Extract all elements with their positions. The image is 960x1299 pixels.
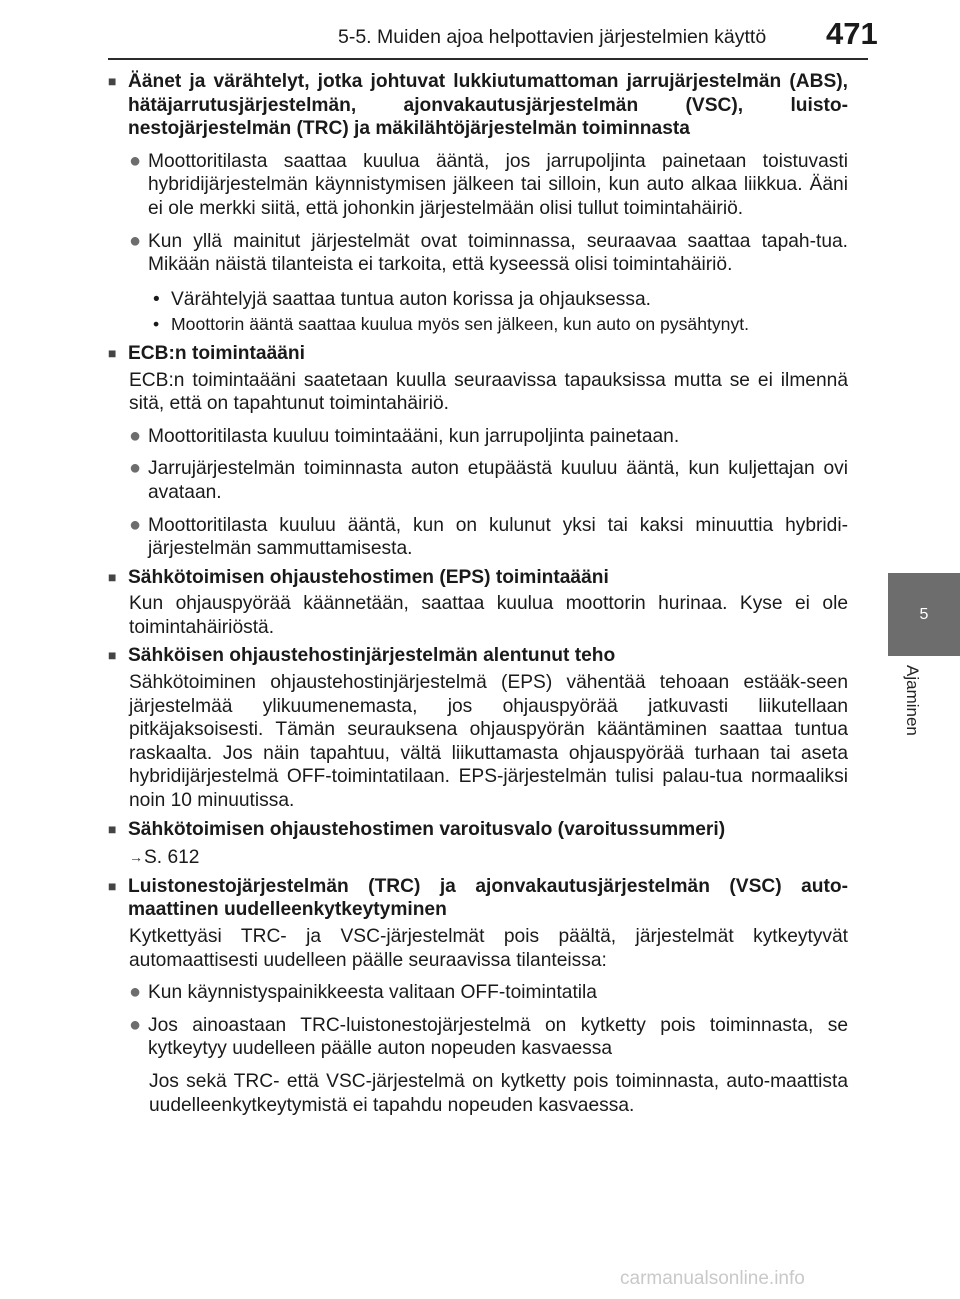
bullet-text: Jarrujärjestelmän toiminnasta auton etupäästä kuuluu ääntä, kun kuljettajan ovi avataan.: [148, 458, 848, 503]
chapter-tab-label: Ajaminen: [903, 665, 922, 736]
chapter-tab[interactable]: [888, 573, 960, 656]
bullet-text: Moottoritilasta kuuluu toimintaääni, kun jarrupoljinta painetaan.: [148, 425, 680, 447]
bullet-text: Moottoritilasta kuuluu ääntä, kun on kulunut yksi tai kaksi minuuttia hybridi-järjestelmän sammuttamisesta.: [148, 514, 848, 560]
square-bullet-icon: ■: [108, 647, 117, 664]
section-title: ECB:n toimintaääni: [128, 342, 305, 364]
chapter-title: 5-5. Muiden ajoa helpottavien järjestelmien käyttö: [338, 26, 767, 48]
circle-bullet-icon: ●: [129, 513, 142, 536]
page-content: [108, 70, 848, 1117]
square-bullet-icon: ■: [108, 344, 117, 361]
square-bullet-icon: ■: [108, 568, 117, 585]
bullet-text: Jos ainoastaan TRC-luistonestojärjestelmä on kytketty pois toiminnasta, se kytkeytyy uudelleen päälle auton nopeuden kasvaessa: [148, 1014, 848, 1060]
section-paragraph: Sähkötoiminen ohjaustehostinjärjestelmä (EPS) vähentää tehoaan estääk-seen järjestelmää ylikuumenemasta, jos ohjauspyörää jatkuvasti liikutellaan pitkäjaksoisesti. Tämän seurauksena ohjauspyörän kääntäminen saattaa tuntua raskaalta. Jos näin tapahtuu, vältä liikuttamasta ohjauspyörää turhaan tai aseta hybridijärjestelmä OFF-toimintatilaan. EPS-järjestelmän tulisi palau-tua normaaliksi noin 10 minuutissa.: [129, 672, 848, 812]
section-trc-vsc-reactivation: [108, 875, 848, 1117]
section-title: Sähkötoimisen ohjaustehostimen (EPS) toimintaääni: [128, 566, 609, 588]
circle-bullet-icon: ●: [129, 149, 142, 172]
section-eps-warning: [108, 818, 848, 870]
bullet-text: Kun yllä mainitut järjestelmät ovat toiminnassa, seuraavaa saattaa tapah-tua. Mikään näistä tilanteista ei tarkoita, että kyseessä olisi toimintahäiriö.: [148, 230, 848, 276]
sub-bullet-text: Värähtelyjä saattaa tuntua auton korissa ja ohjauksessa.: [171, 288, 651, 310]
section-title: Luistonestojärjestelmän (TRC) ja ajonvakautusjärjestelmän (VSC) auto-maattinen uudelleenkytkeytyminen: [128, 875, 848, 921]
page-reference-link[interactable]: [129, 846, 848, 870]
square-bullet-icon: ■: [108, 73, 117, 89]
section-eps-sound: [108, 566, 848, 640]
circle-bullet-icon: ●: [129, 457, 142, 480]
section-title: Sähkötoimisen ohjaustehostimen varoitusvalo (varoitussummeri): [128, 818, 726, 840]
middot-bullet-icon: •: [153, 314, 160, 335]
section-title: Sähköisen ohjaustehostinjärjestelmän alentunut teho: [128, 645, 616, 667]
square-bullet-icon: ■: [108, 820, 117, 837]
page-header: [0, 0, 960, 60]
circle-bullet-icon: ●: [129, 1013, 142, 1036]
page-number: 471: [826, 16, 878, 51]
middot-bullet-icon: •: [153, 288, 160, 310]
header-divider: [108, 58, 868, 60]
square-bullet-icon: ■: [108, 877, 117, 894]
section-paragraph: Kun ohjauspyörää käännetään, saattaa kuulua moottorin hurinaa. Kyse ei ole toimintahäiriöstä.: [129, 593, 848, 638]
section-ecb-sound: [108, 342, 848, 561]
sub-bullet-text: Moottorin ääntä saattaa kuulua myös sen jälkeen, kun auto on pysähtynyt.: [171, 314, 750, 335]
circle-bullet-icon: ●: [129, 229, 142, 252]
watermark: carmanualsonline.info: [620, 1268, 805, 1289]
arrow-right-icon: →: [129, 849, 143, 866]
section-abs-sounds: [108, 70, 848, 337]
bullet-text: Moottoritilasta saattaa kuulua ääntä, jos jarrupoljinta painetaan toistuvasti hybridijärjestelmän käynnistymisen jälkeen tai silloin, kun auto alkaa liikkua. Ääni ei ole merkki siitä, että johonkin järjestelmään olisi tullut toimintahäiriö.: [148, 150, 848, 219]
page-reference-text: S. 612: [144, 847, 200, 869]
section-paragraph: Kytkettyäsi TRC- ja VSC-järjestelmät pois päältä, järjestelmät kytkeytyvät automaattisesti uudelleen päälle seuraavissa tilanteissa:: [129, 926, 848, 971]
bullet-text: Kun käynnistyspainikkeesta valitaan OFF-toimintatila: [148, 982, 597, 1004]
chapter-tab-number: 5: [919, 605, 929, 623]
circle-bullet-icon: ●: [129, 981, 142, 1004]
section-paragraph: ECB:n toimintaääni saatetaan kuulla seuraavissa tapauksissa mutta se ei ilmennä sitä, että on tapahtunut toimintahäiriö.: [129, 369, 848, 415]
section-title: Äänet ja värähtelyt, jotka johtuvat lukkiutumattoman jarrujärjestelmän (ABS), hätäjarrutusjärjestelmän, ajonvakautusjärjestelmän (VSC), luisto-nestojärjestelmän (TRC) ja mäkilähtöjärjestelmän toiminnasta: [128, 71, 848, 140]
bullet-note: Jos sekä TRC- että VSC-järjestelmä on kytketty pois toiminnasta, auto-maattista uudelleenkytkeytymistä ei tapahdu nopeuden kasvaessa.: [149, 1070, 848, 1116]
section-eps-reduced: [108, 644, 848, 812]
circle-bullet-icon: ●: [129, 424, 142, 447]
